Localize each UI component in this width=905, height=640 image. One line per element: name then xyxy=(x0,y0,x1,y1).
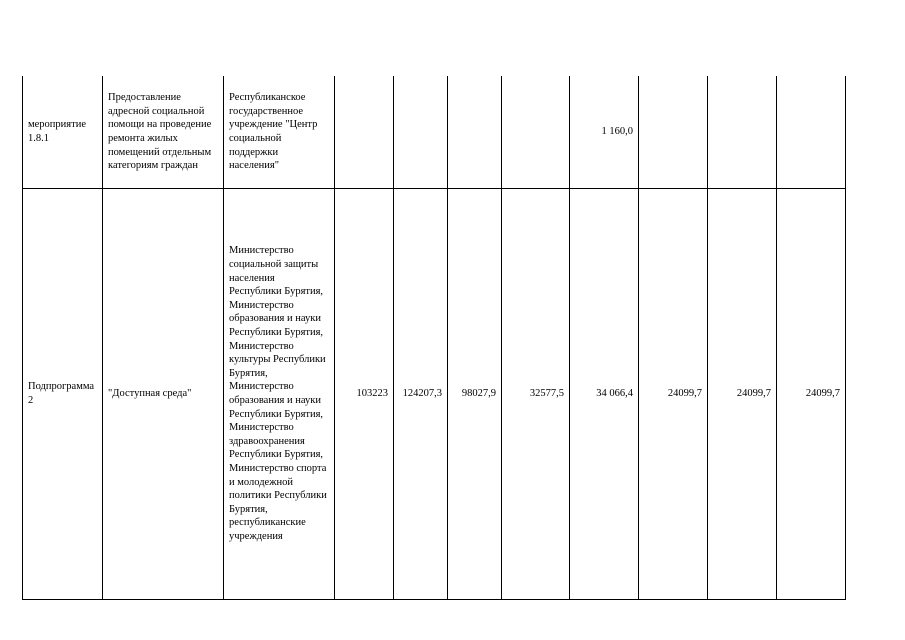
value-cell xyxy=(394,189,448,600)
row-name-cell xyxy=(103,189,224,600)
value-cell xyxy=(335,76,394,189)
value-cell xyxy=(448,76,502,189)
value: 1 160,0 xyxy=(601,126,633,138)
table-row xyxy=(23,189,846,600)
row-name: Предоставление адресной социальной помощи на проведение ремонта жилых помещений отдельным категориям граждан xyxy=(108,92,212,172)
row-code-cell xyxy=(23,76,103,189)
value-cell xyxy=(708,189,777,600)
row-name-cell xyxy=(103,76,224,189)
value: 32577,5 xyxy=(529,388,564,400)
value-cell xyxy=(777,189,846,600)
value: 24099,7 xyxy=(736,388,771,400)
row-code: мероприятие 1.8.1 xyxy=(28,119,86,144)
row-executor: Министерство социальной защиты населения Республики Бурятия, Министерство образования и науки Республики Бурятия, Министерство культуры Республики Бурятия, Министерство образования и науки Республики Бурятия, Министерство здравоохранения Республики Бурятия, Министерство спорта и молодежной политики Республики Бурятия, республиканские учреждения xyxy=(229,245,327,542)
value-cell xyxy=(570,189,639,600)
value-cell xyxy=(639,189,708,600)
row-code: Подпрограмма 2 xyxy=(28,381,95,406)
value-cell xyxy=(335,189,394,600)
row-executor: Республиканское государственное учреждение "Центр социальной поддержки населения" xyxy=(229,92,318,172)
value-cell xyxy=(448,189,502,600)
row-executor-cell xyxy=(224,189,335,600)
value: 124207,3 xyxy=(402,388,442,400)
table-row xyxy=(23,76,846,189)
value-cell xyxy=(570,76,639,189)
value: 103223 xyxy=(356,388,388,400)
value-cell xyxy=(502,76,570,189)
value: 98027,9 xyxy=(461,388,496,400)
value-cell xyxy=(639,76,708,189)
value-cell xyxy=(708,76,777,189)
program-table xyxy=(22,76,846,600)
value-cell xyxy=(777,76,846,189)
row-executor-cell xyxy=(224,76,335,189)
value: 34 066,4 xyxy=(596,388,633,400)
row-code-cell xyxy=(23,189,103,600)
value-cell xyxy=(502,189,570,600)
value: 24099,7 xyxy=(667,388,702,400)
row-name: "Доступная среда" xyxy=(108,388,192,400)
value-cell xyxy=(394,76,448,189)
value: 24099,7 xyxy=(805,388,840,400)
